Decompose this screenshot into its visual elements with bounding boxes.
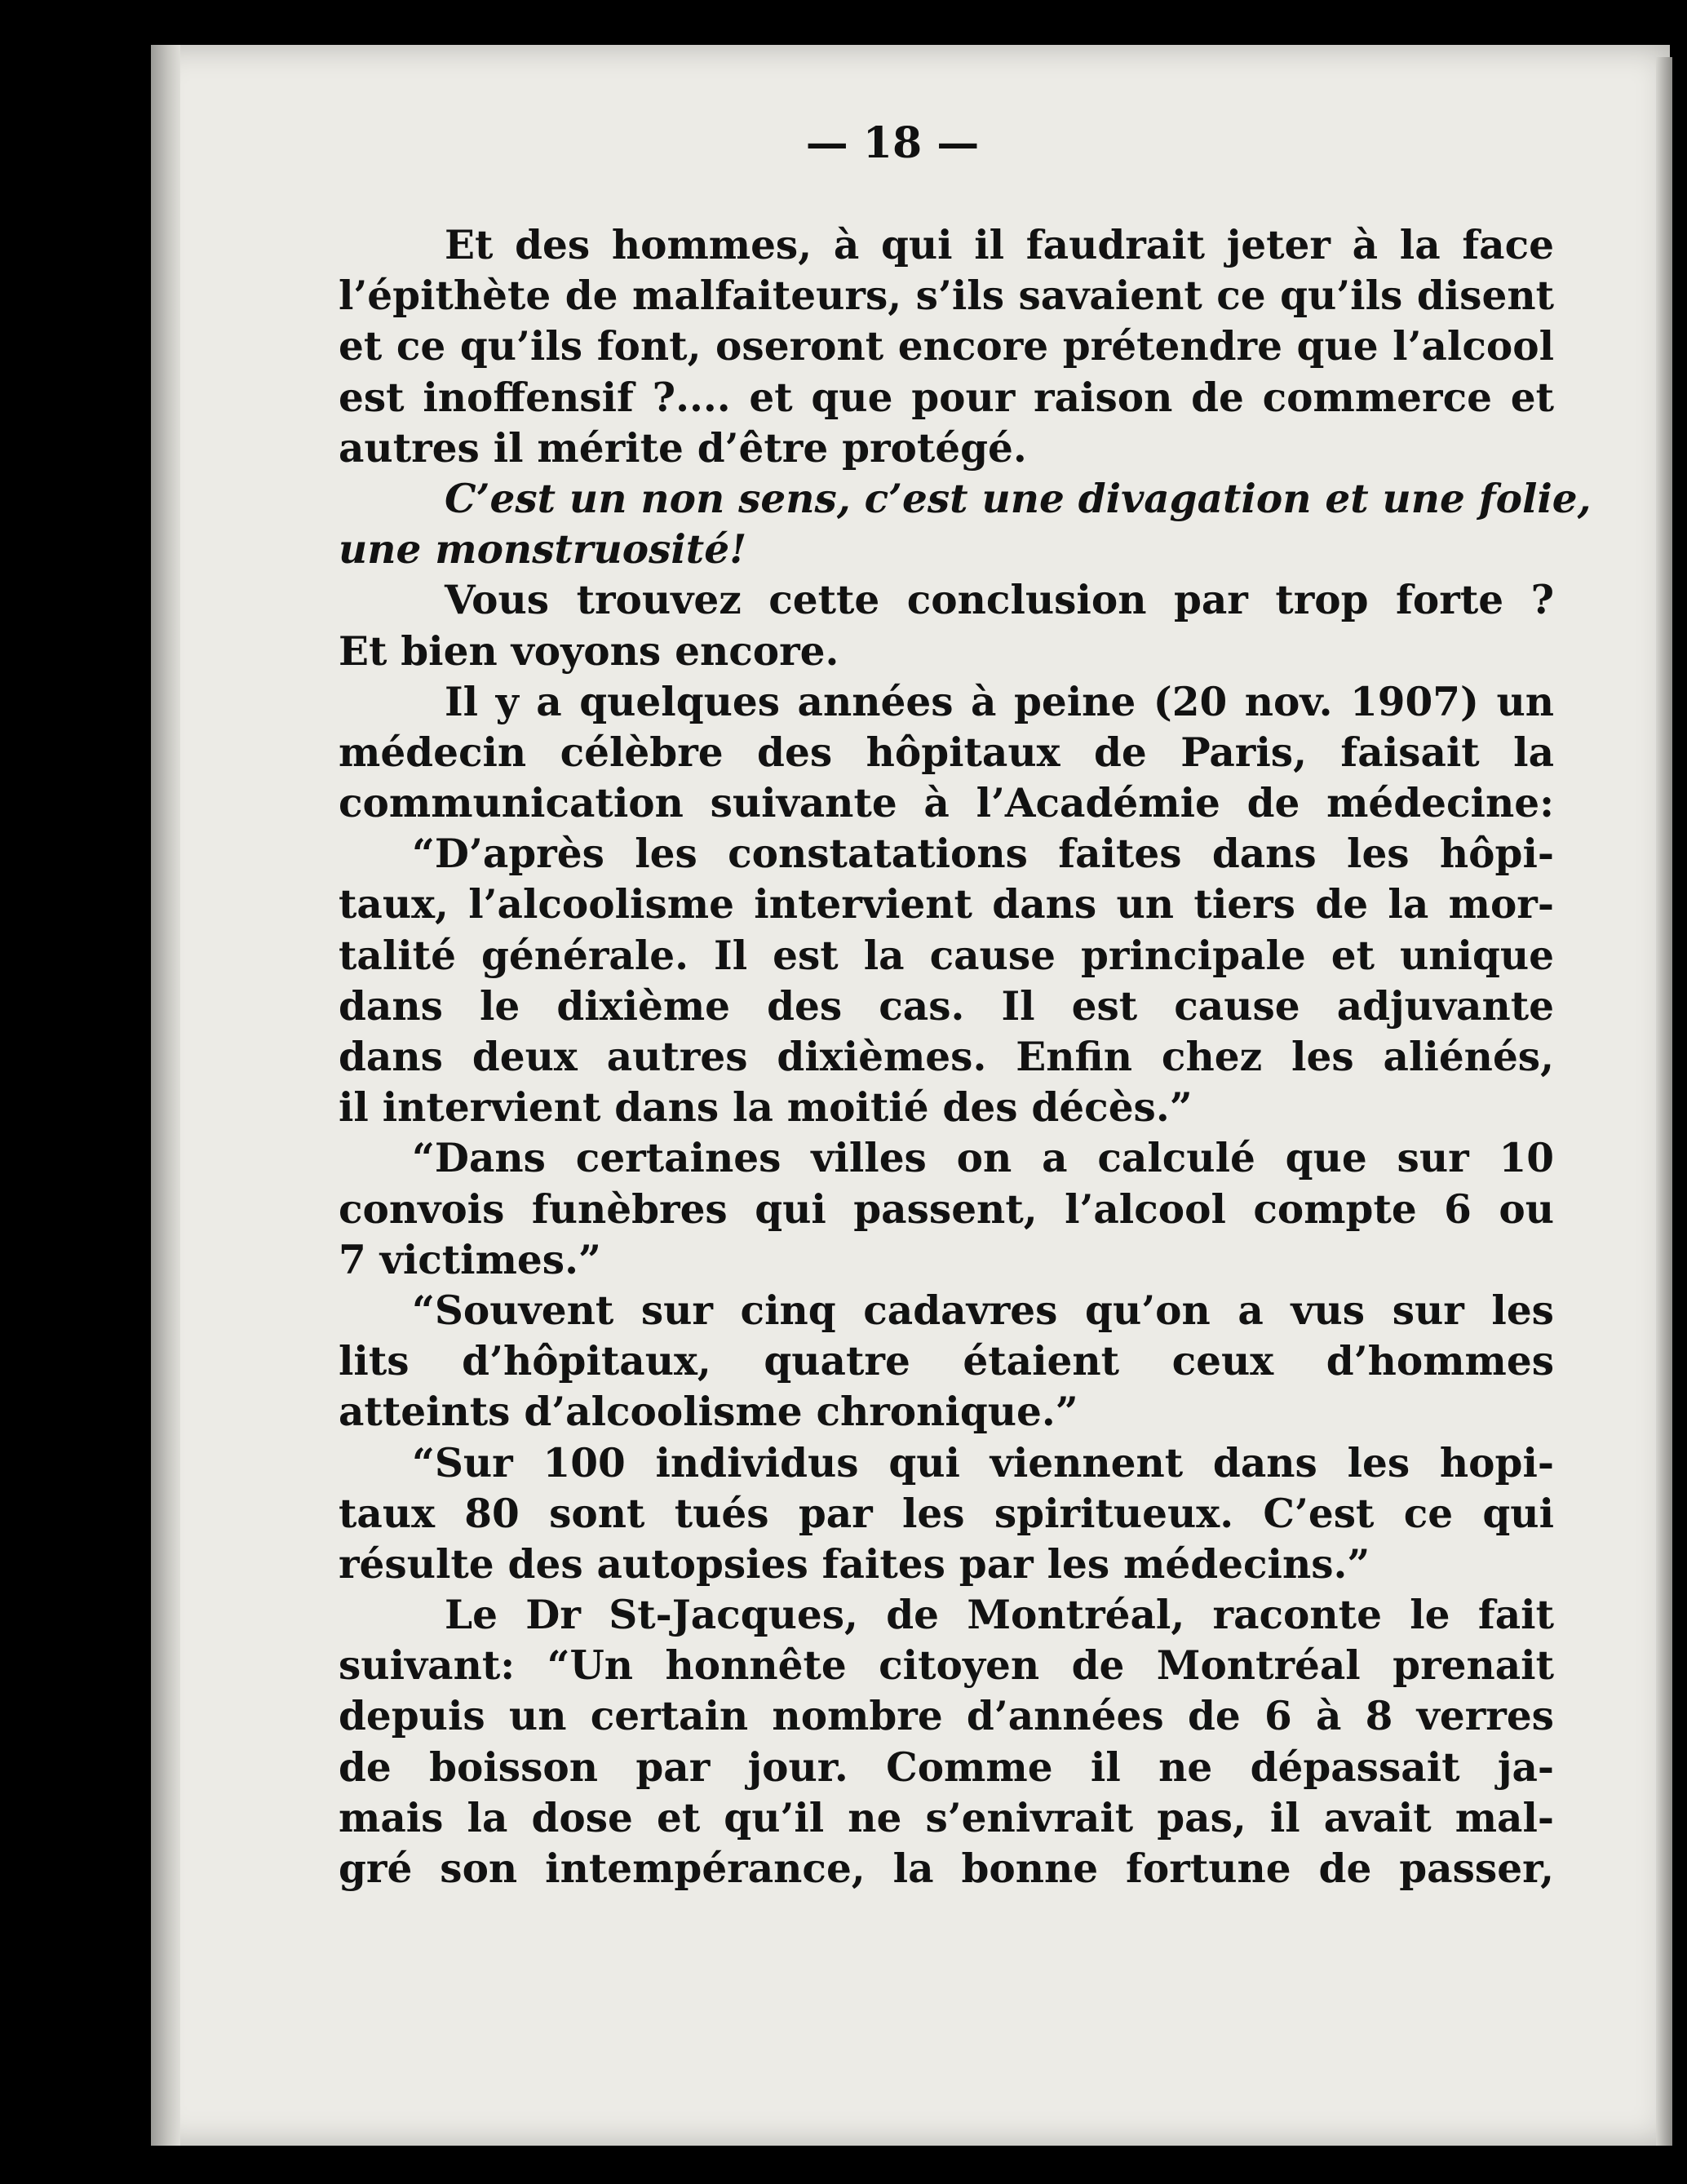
page-right-edge bbox=[1656, 57, 1672, 2146]
text-line: et ce qu’ils font, oseront encore prétendre que l’alcool bbox=[339, 323, 1554, 370]
text-line: l’épithète de malfaiteurs, s’ils savaient ce qu’ils disent bbox=[339, 272, 1554, 320]
text-line: convois funèbres qui passent, l’alcool compte 6 ou bbox=[339, 1185, 1554, 1233]
text-line: une monstruosité! bbox=[339, 526, 747, 574]
text-line: est inoffensif ?.... et que pour raison de commerce et bbox=[339, 374, 1554, 421]
text-line: médecin célèbre des hôpitaux de Paris, faisait la bbox=[339, 729, 1554, 776]
body-text bbox=[339, 220, 1592, 1894]
text-line: 7 victimes.” bbox=[339, 1236, 601, 1283]
text-line: talité générale. Il est la cause principale et unique bbox=[339, 932, 1554, 979]
text-line: suivant: “Un honnête citoyen de Montréal prenait bbox=[339, 1642, 1554, 1690]
text-line: “D’après les constatations faites dans les hôpi- bbox=[412, 831, 1554, 878]
text-line: depuis un certain nombre d’années de 6 à 8 verres bbox=[339, 1693, 1554, 1740]
text-line: de boisson par jour. Comme il ne dépassait ja- bbox=[339, 1743, 1554, 1791]
text-line: gré son intempérance, la bonne fortune de passer, bbox=[339, 1845, 1554, 1892]
text-line: résulte des autopsies faites par les médecins.” bbox=[339, 1540, 1370, 1588]
text-line: taux 80 sont tués par les spiritueux. C’est ce qui bbox=[339, 1490, 1554, 1537]
text-line: lits d’hôpitaux, quatre étaient ceux d’hommes bbox=[339, 1338, 1554, 1385]
text-line: Il y a quelques années à peine (20 nov. 1907) un bbox=[445, 678, 1554, 725]
text-line: Et bien voyons encore. bbox=[339, 627, 839, 675]
page-number: — 18 — bbox=[805, 118, 980, 168]
text-line: “Sur 100 individus qui viennent dans les hopi- bbox=[412, 1439, 1554, 1486]
text-line: taux, l’alcoolisme intervient dans un tiers de la mor- bbox=[339, 881, 1554, 928]
text-line: “Dans certaines villes on a calculé que sur 10 bbox=[412, 1135, 1554, 1182]
text-line: “Souvent sur cinq cadavres qu’on a vus sur les bbox=[412, 1287, 1554, 1334]
text-line: Et des hommes, à qui il faudrait jeter à la face bbox=[445, 222, 1554, 268]
text-line: dans deux autres dixièmes. Enfin chez les aliénés, bbox=[339, 1034, 1554, 1080]
text-line: Vous trouvez cette conclusion par trop forte ? bbox=[445, 577, 1554, 624]
text-line: autres il mérite d’être protégé. bbox=[339, 424, 1027, 472]
text-line: il intervient dans la moitié des décès.” bbox=[339, 1084, 1193, 1132]
text-line: mais la dose et qu’il ne s’enivrait pas, il avait mal- bbox=[339, 1794, 1554, 1841]
page-binding-edge bbox=[151, 45, 180, 2146]
text-line: dans le dixième des cas. Il est cause adjuvante bbox=[339, 982, 1554, 1030]
text-line: communication suivante à l’Académie de médecine: bbox=[339, 780, 1554, 827]
text-line: Le Dr St-Jacques, de Montréal, raconte le fait bbox=[445, 1592, 1554, 1639]
text-line: atteints d’alcoolisme chronique.” bbox=[339, 1389, 1078, 1436]
text-line: C’est un non sens, c’est une divagation et une folie, bbox=[445, 475, 1592, 522]
